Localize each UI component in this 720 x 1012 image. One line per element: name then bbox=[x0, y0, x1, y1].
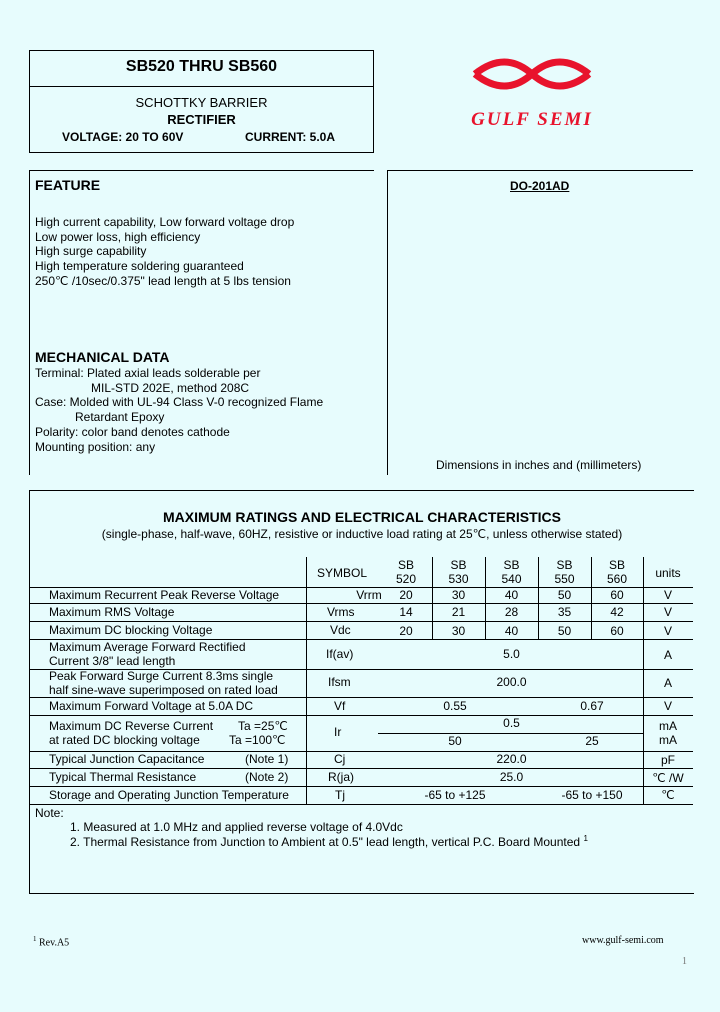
revision-label: $^1$ Rev.A5 bbox=[33, 935, 70, 949]
title-divider bbox=[30, 86, 373, 87]
table-rule bbox=[29, 786, 693, 787]
vrrm-value: 40 bbox=[504, 588, 519, 602]
ratings-title: MAXIMUM RATINGS AND ELECTRICAL CHARACTERISTICS bbox=[163, 509, 561, 525]
dimensions-note: Dimensions in inches and (millimeters) bbox=[436, 458, 642, 472]
feature-item: Low power loss, high efficiency bbox=[35, 229, 201, 244]
vrms-unit: V bbox=[663, 605, 672, 619]
feature-item: High current capability, Low forward voltage drop bbox=[35, 215, 295, 229]
notes-heading: Note: bbox=[35, 806, 64, 820]
ir-condition1: Ta =25℃ bbox=[238, 719, 288, 733]
ir-symbol: Ir bbox=[334, 725, 342, 739]
vdc-label: Maximum DC blocking Voltage bbox=[49, 623, 213, 637]
vdc-unit: V bbox=[663, 624, 672, 638]
units-header: units bbox=[655, 566, 681, 580]
table-rule bbox=[29, 697, 693, 698]
mechanical-heading: MECHANICAL DATA bbox=[35, 349, 170, 365]
feature-list bbox=[35, 215, 294, 289]
vf-value: 0.67 bbox=[580, 699, 604, 713]
mechanical-line: Terminal: Plated axial leads solderable per bbox=[35, 366, 261, 380]
vdc-symbol: Vdc bbox=[330, 623, 351, 637]
ratings-subtitle: (single-phase, half-wave, 60HZ, resistive or inductive load rating at 25℃, unless otherwise stated) bbox=[101, 527, 623, 541]
vrms-value: 42 bbox=[610, 605, 624, 619]
ifav-symbol: If(av) bbox=[326, 647, 354, 661]
vrms-symbol: Vrms bbox=[327, 605, 355, 619]
vrms-value: 35 bbox=[557, 605, 572, 619]
vrms-value: 14 bbox=[399, 605, 413, 619]
cj-unit: pF bbox=[660, 753, 675, 767]
feature-item: High temperature soldering guaranteed bbox=[35, 259, 244, 274]
part-header: SB 520 bbox=[395, 558, 417, 586]
vrms-value: 28 bbox=[504, 605, 519, 619]
vf-symbol: Vf bbox=[334, 699, 346, 713]
cj-note-ref: (Note 1) bbox=[245, 752, 289, 766]
page-number: 1 bbox=[682, 956, 687, 967]
device-type-line1: SCHOTTKY BARRIER bbox=[135, 95, 268, 110]
vf-label: Maximum Forward Voltage at 5.0A DC bbox=[49, 699, 254, 713]
vdc-value: 40 bbox=[504, 624, 519, 638]
tj-value: -65 to +150 bbox=[561, 788, 623, 802]
table-rule bbox=[29, 621, 693, 622]
ifsm-value: 200.0 bbox=[496, 675, 527, 689]
vrrm-value: 30 bbox=[451, 588, 466, 602]
vrrm-value: 20 bbox=[399, 588, 413, 602]
ir-value-25c: 0.5 bbox=[503, 716, 520, 730]
rja-unit: ℃ /W bbox=[652, 771, 684, 785]
vrrm-unit: V bbox=[663, 588, 672, 602]
logo-text: GULF SEMI bbox=[471, 109, 593, 130]
note-item: 1. Measured at 1.0 MHz and applied reverse voltage of 4.0Vdc bbox=[70, 820, 403, 834]
part-range-title: SB520 THRU SB560 bbox=[125, 58, 278, 75]
part-header: SB 540 bbox=[501, 558, 522, 586]
current-spec: CURRENT: 5.0A bbox=[245, 130, 336, 144]
vrrm-symbol: Vrrm bbox=[356, 588, 382, 602]
ir-value-100c: 25 bbox=[585, 734, 599, 748]
part-header: SB 550 bbox=[554, 558, 575, 586]
note-superscript: 1 bbox=[583, 834, 588, 843]
ir-unit: mA bbox=[659, 719, 677, 733]
rja-note-ref: (Note 2) bbox=[245, 770, 289, 784]
vdc-value: 50 bbox=[557, 624, 572, 638]
vrms-value: 21 bbox=[451, 605, 466, 619]
part-header: SB 530 bbox=[448, 558, 469, 586]
cj-symbol: Cj bbox=[334, 752, 346, 766]
feature-item: 250℃ /10sec/0.375" lead length at 5 lbs tension bbox=[35, 273, 291, 288]
mechanical-line: MIL-STD 202E, method 208C bbox=[91, 380, 250, 395]
package-box bbox=[387, 170, 693, 475]
device-type-line2: RECTIFIER bbox=[167, 112, 236, 127]
mechanical-line: Retardant Epoxy bbox=[75, 410, 165, 425]
vdc-value: 60 bbox=[610, 624, 624, 638]
vdc-value: 30 bbox=[451, 624, 466, 638]
rja-value: 25.0 bbox=[499, 770, 524, 784]
mechanical-line: Mounting position: any bbox=[35, 439, 156, 454]
vrrm-label: Maximum Recurrent Peak Reverse Voltage bbox=[49, 588, 280, 602]
ir-condition2: Ta =100℃ bbox=[229, 733, 286, 747]
rja-label: Typical Thermal Resistance bbox=[49, 770, 197, 784]
ifsm-label-line2: half sine-wave superimposed on rated load bbox=[49, 683, 278, 697]
tj-label: Storage and Operating Junction Temperature bbox=[49, 788, 289, 802]
vrrm-value: 50 bbox=[557, 588, 572, 602]
vdc-value: 20 bbox=[399, 624, 413, 638]
mechanical-list bbox=[35, 366, 323, 454]
table-rule bbox=[29, 603, 693, 604]
ifav-label-line1: Maximum Average Forward Rectified bbox=[49, 640, 246, 654]
ifav-unit: A bbox=[663, 648, 672, 662]
part-header: SB 560 bbox=[606, 558, 628, 586]
feature-heading: FEATURE bbox=[35, 177, 101, 193]
symbol-header: SYMBOL bbox=[316, 566, 367, 580]
table-rule bbox=[29, 804, 693, 805]
vf-value: 0.55 bbox=[443, 699, 467, 713]
ifsm-label-line1: Peak Forward Surge Current 8.3ms single bbox=[49, 669, 274, 683]
vf-unit: V bbox=[663, 699, 672, 713]
tj-unit: ℃ bbox=[661, 788, 675, 802]
gulf-semi-logo bbox=[455, 52, 610, 132]
ifsm-unit: A bbox=[663, 676, 672, 690]
cj-value: 220.0 bbox=[496, 752, 527, 766]
note-item: 2. Thermal Resistance from Junction to Ambient at 0.5" lead length, vertical P.C. Board Mounted $^1$ bbox=[70, 834, 588, 849]
ir-unit: mA bbox=[659, 733, 677, 747]
voltage-spec: VOLTAGE: 20 TO 60V bbox=[62, 130, 184, 144]
website-url: www.gulf-semi.com bbox=[582, 935, 664, 946]
rja-symbol: R(ja) bbox=[328, 770, 354, 784]
ifsm-symbol: Ifsm bbox=[328, 675, 351, 689]
table-rule bbox=[29, 768, 693, 769]
ifav-value: 5.0 bbox=[503, 647, 520, 661]
vrms-label: Maximum RMS Voltage bbox=[49, 605, 175, 619]
package-name: DO-201AD bbox=[510, 179, 570, 193]
ir-label-line2: at rated DC blocking voltage bbox=[49, 733, 200, 747]
feature-item: High surge capability bbox=[35, 244, 147, 259]
mechanical-line: Case: Molded with UL-94 Class V-0 recognized Flame bbox=[35, 395, 324, 410]
ir-label-line1: Maximum DC Reverse Current bbox=[49, 719, 214, 733]
ir-value-100c: 50 bbox=[448, 734, 462, 748]
title-box bbox=[29, 50, 374, 153]
cj-label: Typical Junction Capacitance bbox=[49, 752, 205, 766]
tj-symbol: Tj bbox=[335, 788, 345, 802]
ifav-label-line2: Current 3/8" lead length bbox=[49, 654, 176, 668]
mechanical-line: Polarity: color band denotes cathode bbox=[35, 424, 230, 439]
tj-value: -65 to +125 bbox=[424, 788, 486, 802]
vrrm-value: 60 bbox=[610, 588, 624, 602]
